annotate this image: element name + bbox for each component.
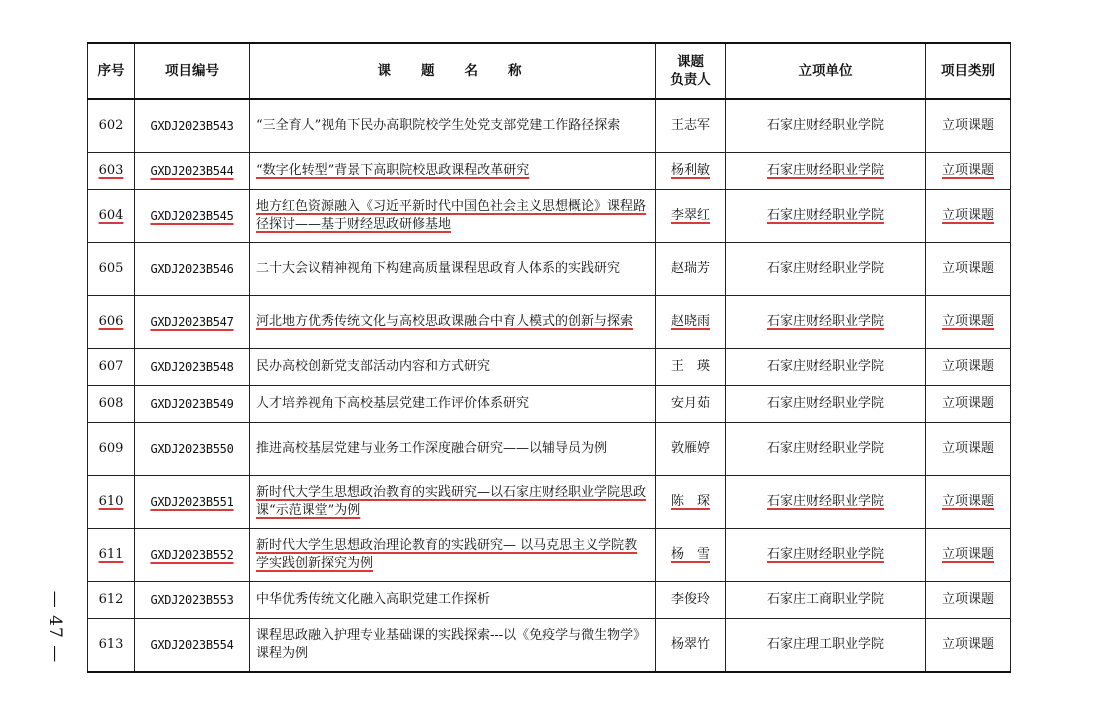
cell-title — [250, 99, 656, 153]
cell-title — [250, 153, 656, 190]
cell-seq — [88, 190, 135, 243]
cell-code — [135, 529, 250, 582]
header-leader-line1: 课题 — [677, 54, 704, 70]
cell-title — [250, 423, 656, 476]
cell-title — [250, 529, 656, 582]
cell-category — [926, 476, 1011, 529]
cell-unit — [726, 243, 926, 296]
cell-seq-text: 606 — [98, 314, 124, 329]
cell-unit-text: 石家庄财经职业学院 — [766, 396, 884, 411]
cell-leader — [656, 619, 726, 673]
table-row — [88, 423, 1011, 476]
cell-code-text: GXDJ2023B550 — [150, 442, 234, 456]
cell-code-text: GXDJ2023B545 — [150, 209, 234, 223]
cell-code — [135, 349, 250, 386]
cell-code-text: GXDJ2023B543 — [150, 119, 234, 133]
cell-category — [926, 190, 1011, 243]
table-row — [88, 529, 1011, 582]
cell-seq — [88, 349, 135, 386]
cell-unit-text: 石家庄财经职业学院 — [766, 547, 884, 562]
cell-title — [250, 349, 656, 386]
cell-seq — [88, 582, 135, 619]
cell-leader-text: 敦雁婷 — [670, 441, 710, 456]
cell-unit — [726, 529, 926, 582]
cell-title — [250, 190, 656, 243]
cell-code-text: GXDJ2023B548 — [150, 360, 234, 374]
table-header-row — [88, 43, 1011, 99]
cell-unit — [726, 99, 926, 153]
cell-leader-text: 李俊玲 — [670, 592, 710, 607]
cell-seq-text: 610 — [98, 494, 124, 509]
cell-category — [926, 243, 1011, 296]
cell-seq-text: 611 — [98, 547, 124, 562]
cell-leader — [656, 476, 726, 529]
cell-leader — [656, 99, 726, 153]
cell-category-text: 立项课题 — [941, 494, 994, 509]
table-row — [88, 190, 1011, 243]
cell-category-text: 立项课题 — [941, 163, 994, 178]
cell-title-text: 推进高校基层党建与业务工作深度融合研究——以辅导员为例 — [256, 441, 608, 456]
cell-seq — [88, 243, 135, 296]
cell-leader-text: 杨 雪 — [670, 547, 710, 562]
cell-unit — [726, 296, 926, 349]
cell-unit — [726, 582, 926, 619]
cell-title-text: “数字化转型”背景下高职院校思政课程改革研究 — [256, 163, 530, 178]
cell-title — [250, 476, 656, 529]
cell-seq — [88, 153, 135, 190]
cell-code — [135, 243, 250, 296]
cell-unit-text: 石家庄财经职业学院 — [766, 314, 884, 329]
cell-category-text: 立项课题 — [941, 261, 994, 276]
cell-code-text: GXDJ2023B553 — [150, 593, 234, 607]
cell-unit-text: 石家庄财经职业学院 — [766, 163, 884, 178]
cell-seq — [88, 296, 135, 349]
cell-leader-text: 杨利敏 — [670, 163, 710, 178]
cell-category — [926, 619, 1011, 673]
cell-seq-text: 608 — [98, 396, 124, 411]
cell-code — [135, 153, 250, 190]
page-number — [38, 572, 72, 682]
cell-title — [250, 582, 656, 619]
cell-seq — [88, 423, 135, 476]
cell-leader-text: 李翠红 — [670, 208, 710, 223]
cell-unit — [726, 476, 926, 529]
cell-code-text: GXDJ2023B551 — [150, 495, 234, 509]
cell-code-text: GXDJ2023B544 — [150, 164, 234, 178]
page-number-text: — 47 — — [45, 590, 66, 664]
cell-title — [250, 296, 656, 349]
cell-unit — [726, 386, 926, 423]
table-row — [88, 386, 1011, 423]
cell-category — [926, 99, 1011, 153]
cell-category — [926, 153, 1011, 190]
cell-title-text: 地方红色资源融入《习近平新时代中国色社会主义思想概论》课程路径探讨——基于财经思政研修基地 — [256, 199, 647, 232]
cell-seq — [88, 476, 135, 529]
cell-category-text: 立项课题 — [941, 396, 994, 411]
cell-unit — [726, 349, 926, 386]
header-unit: 立项单位 — [726, 43, 926, 99]
cell-category-text: 立项课题 — [941, 359, 994, 374]
cell-unit — [726, 619, 926, 673]
cell-title — [250, 386, 656, 423]
cell-unit-text: 石家庄财经职业学院 — [766, 494, 884, 509]
table-row — [88, 582, 1011, 619]
table-row — [88, 619, 1011, 673]
cell-seq-text: 609 — [98, 441, 124, 456]
cell-category — [926, 296, 1011, 349]
cell-code — [135, 386, 250, 423]
cell-category-text: 立项课题 — [941, 637, 994, 652]
cell-title-text: 课程思政融入护理专业基础课的实践探索---以《免疫学与微生物学》课程为例 — [256, 628, 647, 661]
table-row — [88, 476, 1011, 529]
cell-title-text: “三全育人”视角下民办高职院校学生处党支部党建工作路径探索 — [256, 118, 621, 133]
cell-seq-text: 602 — [98, 118, 124, 133]
cell-seq-text: 605 — [98, 261, 124, 276]
cell-seq — [88, 529, 135, 582]
cell-title-text: 民办高校创新党支部活动内容和方式研究 — [256, 359, 491, 374]
header-category: 项目类别 — [926, 43, 1011, 99]
cell-title-text: 河北地方优秀传统文化与高校思政课融合中育人模式的创新与探索 — [256, 314, 634, 329]
cell-code — [135, 190, 250, 243]
cell-seq-text: 613 — [98, 637, 124, 652]
cell-title-text: 人才培养视角下高校基层党建工作评价体系研究 — [256, 396, 530, 411]
cell-category — [926, 386, 1011, 423]
cell-seq-text: 604 — [98, 208, 124, 223]
cell-title-text: 二十大会议精神视角下构建高质量课程思政育人体系的实践研究 — [256, 261, 621, 276]
cell-unit — [726, 190, 926, 243]
cell-category-text: 立项课题 — [941, 314, 994, 329]
cell-unit-text: 石家庄财经职业学院 — [766, 261, 884, 276]
cell-title — [250, 619, 656, 673]
cell-leader-text: 陈 琛 — [670, 494, 710, 509]
table-row — [88, 99, 1011, 153]
cell-seq — [88, 386, 135, 423]
cell-category-text: 立项课题 — [941, 592, 994, 607]
cell-seq-text: 607 — [98, 359, 124, 374]
table-row — [88, 243, 1011, 296]
header-title: 课题名称 — [250, 43, 656, 99]
cell-leader-text: 赵瑞芳 — [670, 261, 710, 276]
table-row — [88, 153, 1011, 190]
cell-seq-text: 612 — [98, 592, 124, 607]
cell-category — [926, 349, 1011, 386]
table-row — [88, 296, 1011, 349]
cell-unit-text: 石家庄财经职业学院 — [766, 441, 884, 456]
cell-leader — [656, 296, 726, 349]
cell-category-text: 立项课题 — [941, 208, 994, 223]
cell-leader-text: 杨翠竹 — [670, 637, 710, 652]
cell-code — [135, 423, 250, 476]
cell-seq — [88, 619, 135, 673]
cell-code-text: GXDJ2023B547 — [150, 315, 234, 329]
cell-title — [250, 243, 656, 296]
cell-title-text: 新时代大学生思想政治理论教育的实践研究— 以马克思主义学院教学实践创新探究为例 — [256, 538, 638, 571]
cell-unit — [726, 153, 926, 190]
cell-seq — [88, 99, 135, 153]
cell-unit-text: 石家庄财经职业学院 — [766, 118, 884, 133]
header-leader — [656, 43, 726, 99]
cell-code-text: GXDJ2023B546 — [150, 262, 234, 276]
cell-category — [926, 529, 1011, 582]
cell-leader — [656, 190, 726, 243]
cell-leader — [656, 529, 726, 582]
cell-unit-text: 石家庄财经职业学院 — [766, 359, 884, 374]
cell-code — [135, 99, 250, 153]
cell-code-text: GXDJ2023B554 — [150, 638, 234, 652]
table-body — [88, 99, 1011, 672]
project-table — [87, 42, 1011, 673]
header-seq: 序号 — [88, 43, 135, 99]
cell-leader — [656, 582, 726, 619]
cell-category — [926, 582, 1011, 619]
cell-unit-text: 石家庄工商职业学院 — [766, 592, 884, 607]
cell-category-text: 立项课题 — [941, 441, 994, 456]
header-leader-line2: 负责人 — [670, 72, 711, 88]
cell-category-text: 立项课题 — [941, 118, 994, 133]
cell-leader-text: 王 瑛 — [670, 359, 710, 374]
cell-code — [135, 619, 250, 673]
header-code: 项目编号 — [135, 43, 250, 99]
cell-unit-text: 石家庄理工职业学院 — [766, 637, 884, 652]
cell-category-text: 立项课题 — [941, 547, 994, 562]
table-row — [88, 349, 1011, 386]
cell-code — [135, 476, 250, 529]
cell-code — [135, 582, 250, 619]
cell-leader — [656, 386, 726, 423]
cell-unit-text: 石家庄财经职业学院 — [766, 208, 884, 223]
cell-unit — [726, 423, 926, 476]
cell-leader — [656, 349, 726, 386]
cell-leader — [656, 423, 726, 476]
cell-leader-text: 王志军 — [670, 118, 710, 133]
cell-code-text: GXDJ2023B549 — [150, 397, 234, 411]
cell-title-text: 中华优秀传统文化融入高职党建工作探析 — [256, 592, 491, 607]
cell-category — [926, 423, 1011, 476]
cell-code — [135, 296, 250, 349]
cell-leader — [656, 243, 726, 296]
cell-title-text: 新时代大学生思想政治教育的实践研究—以石家庄财经职业学院思政课“示范课堂”为例 — [256, 485, 647, 518]
cell-leader — [656, 153, 726, 190]
cell-code-text: GXDJ2023B552 — [150, 548, 234, 562]
cell-seq-text: 603 — [98, 163, 124, 178]
cell-leader-text: 安月茹 — [670, 396, 710, 411]
cell-leader-text: 赵晓雨 — [670, 314, 710, 329]
